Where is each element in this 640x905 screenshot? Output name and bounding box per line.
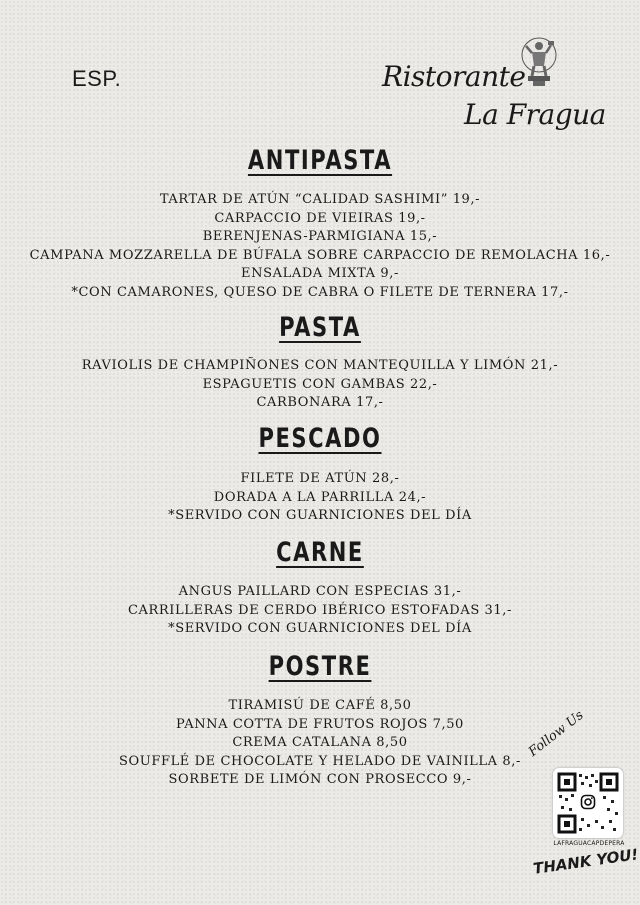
- menu-item: PANNA COTTA DE FRUTOS ROJOS 7,50: [176, 716, 464, 732]
- instagram-icon: [578, 792, 598, 812]
- restaurant-logo: [380, 36, 610, 141]
- section-title-carne: CARNE: [276, 537, 364, 568]
- blacksmith-figure-icon: [520, 36, 558, 88]
- menu-item: *SERVIDO CON GUARNICIONES DEL DÍA: [168, 508, 472, 523]
- section-title-pasta: PASTA: [279, 312, 361, 343]
- menu-item: CARRILLERAS DE CERDO IBÉRICO ESTOFADAS 31,-: [127, 602, 513, 618]
- menu-item: RAVIOLIS DE CHAMPIÑONES CON MANTEQUILLA Y LIMÓN 21,-: [81, 358, 559, 373]
- menu-item: DORADA A LA PARRILLA 24,-: [213, 489, 427, 505]
- pasta-items: [0, 357, 640, 413]
- language-label: ESP.: [72, 66, 122, 91]
- antipasta-items: [0, 191, 640, 302]
- menu-item: CREMA CATALANA 8,50: [232, 735, 408, 750]
- menu-item: SORBETE DE LIMÓN CON PROSECCO 9,-: [168, 772, 472, 787]
- instagram-qr-code[interactable]: [553, 768, 623, 838]
- menu-item: TARTAR DE ATÚN “CALIDAD SASHIMI” 19,-: [159, 192, 481, 207]
- menu-item: SOUFFLÉ DE CHOCOLATE Y HELADO DE VAINILLA 8,-: [119, 753, 521, 769]
- pescado-items: [0, 470, 640, 526]
- menu-item: BERENJENAS-PARMIGIANA 15,-: [202, 229, 438, 244]
- menu-item: ANGUS PAILLARD CON ESPECIAS 31,-: [178, 584, 462, 599]
- menu-item: *CON CAMARONES, QUESO DE CABRA O FILETE DE TERNERA 17,-: [71, 284, 569, 300]
- follow-us-text: Follow Us: [526, 707, 587, 760]
- menu-item: CARBONARA 17,-: [256, 395, 384, 410]
- menu-item: CAMPANA MOZZARELLA DE BÚFALA SOBRE CARPACCIO DE REMOLACHA 16,-: [29, 247, 611, 263]
- carne-items: [0, 583, 640, 639]
- menu-item: *SERVIDO CON GUARNICIONES DEL DÍA: [168, 621, 472, 636]
- menu-item: CARPACCIO DE VIEIRAS 19,-: [214, 210, 426, 226]
- menu-item: FILETE DE ATÚN 28,-: [240, 471, 400, 486]
- section-title-postre: POSTRE: [268, 651, 372, 682]
- thank-you-text: THANK YOU!: [532, 845, 640, 878]
- section-title-pescado: PESCADO: [258, 423, 382, 454]
- instagram-handle: LAFRAGUACAPDEPERA: [553, 840, 625, 847]
- menu-item: TIRAMISÚ DE CAFÉ 8,50: [228, 698, 412, 713]
- section-title-antipasta: ANTIPASTA: [247, 145, 393, 176]
- logo-line1: Ristorante: [382, 60, 526, 93]
- logo-line2: La Fragua: [464, 98, 606, 131]
- menu-item: ESPAGUETIS CON GAMBAS 22,-: [202, 376, 438, 392]
- menu-item: ENSALADA MIXTA 9,-: [241, 266, 399, 281]
